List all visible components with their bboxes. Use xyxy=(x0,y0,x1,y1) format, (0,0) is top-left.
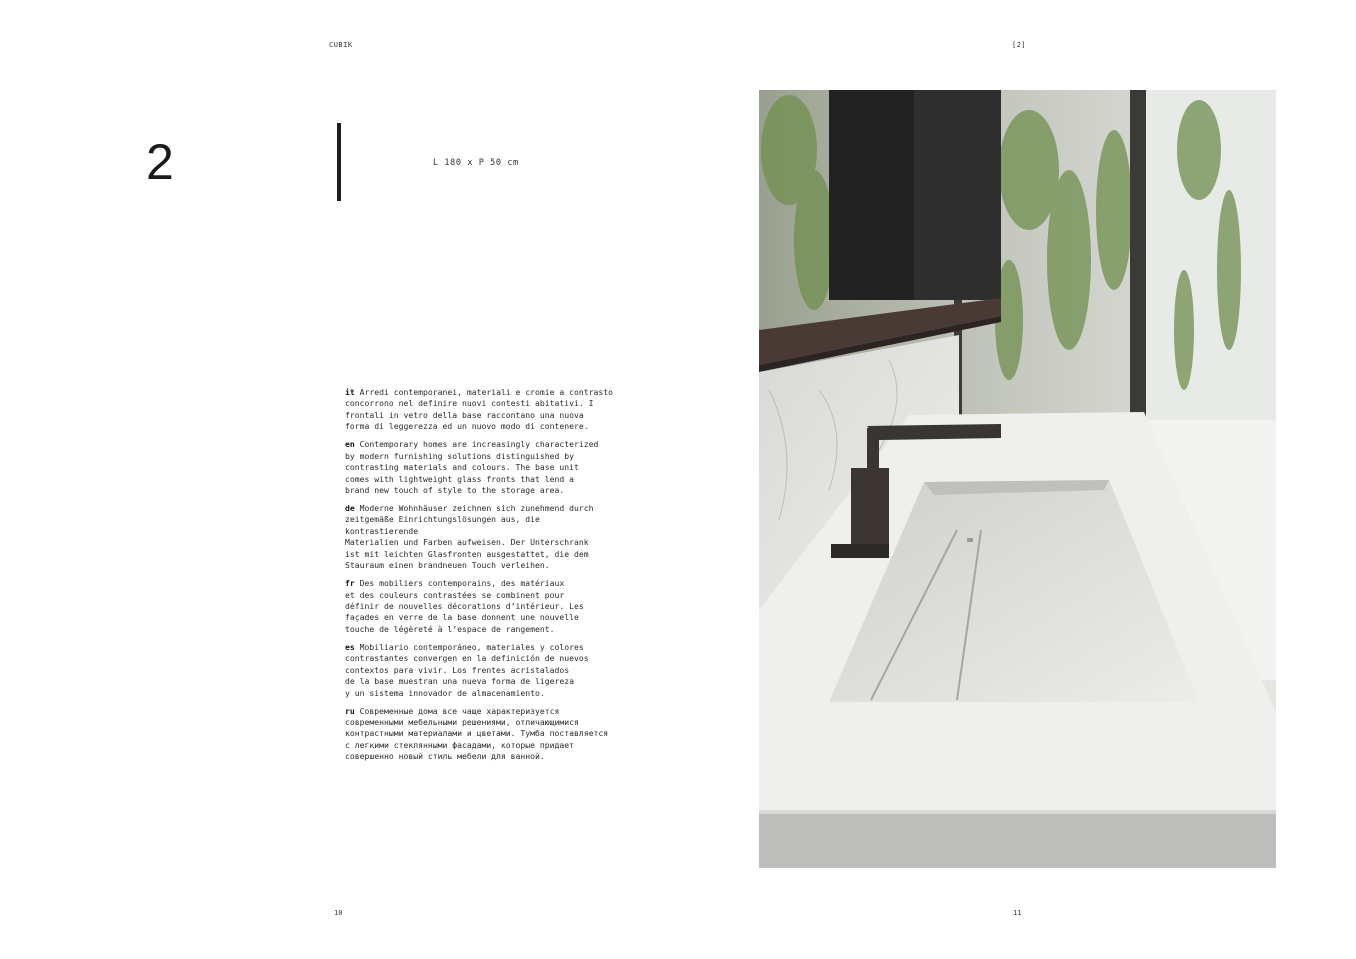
description-text: Современные дома все чаще характеризуется современными мебельными решениями, отличающимися контрастными материалами и цветами. Тумба поставляется с легкими стеклянными фасадами, которые придает совершенно новый стиль мебели для ванной. xyxy=(345,705,609,762)
description-text: Des mobiliers contemporains, des matériaux et des couleurs contrastées se combinent pour définir de nouvelles décorations d’intérieur. Les façades en verre de la base donnent une nouvelle touche de légèreté à l’espace de rangement. xyxy=(345,578,584,634)
item-number: 2 xyxy=(146,134,174,190)
lang-code: es xyxy=(345,641,355,652)
description-column xyxy=(345,387,615,769)
lang-code: fr xyxy=(345,578,355,589)
lang-code: ru xyxy=(345,705,355,716)
bathroom-sink-illustration xyxy=(759,90,1276,868)
description-it xyxy=(345,387,615,433)
lang-code: it xyxy=(345,387,355,397)
description-ru xyxy=(345,706,615,763)
dimensions-label: L 180 x P 50 cm xyxy=(433,158,519,168)
description-fr xyxy=(345,578,615,635)
lang-code: en xyxy=(345,439,355,450)
section-label: [2] xyxy=(1012,41,1027,49)
description-text: Arredi contemporanei, materiali e cromie a contrasto concorrono nel definire nuovi contesti abitativi. I frontali in vetro della base raccontano una nuova forma di leggerezza ed un nuovo modo di contenere. xyxy=(345,387,614,432)
page-number-left: 10 xyxy=(334,909,343,917)
lang-code: de xyxy=(345,503,355,514)
description-text: Mobiliario contemporáneo, materiales y colores contrastantes convergen en la definición de nuevos contextos para vivir. Los frentes acristalados de la base muestran una nueva forma de ligereza y un sistema innovador de almacenamiento. xyxy=(345,641,589,698)
description-de xyxy=(345,503,615,571)
product-photo xyxy=(759,90,1276,868)
brand-label: CUBIK xyxy=(329,41,353,49)
description-en xyxy=(345,439,615,496)
vertical-rule xyxy=(337,123,341,201)
description-text: Moderne Wohnhäuser zeichnen sich zunehmend durch zeitgemäße Einrichtungslösungen aus, die kontrastierende Materialien und Farben aufweisen. Der Unterschrank ist mit leichten Glasfronten ausgestattet, die dem Stauraum einen brandneuen Touch verleihen. xyxy=(345,503,594,571)
page-number-right: 11 xyxy=(1013,909,1022,917)
description-text: Contemporary homes are increasingly characterized by modern furnishing solutions distinguished by contrasting materials and colours. The base unit comes with lightweight glass fronts that lend a brand new touch of style to the storage area. xyxy=(345,439,599,495)
description-es xyxy=(345,642,615,699)
